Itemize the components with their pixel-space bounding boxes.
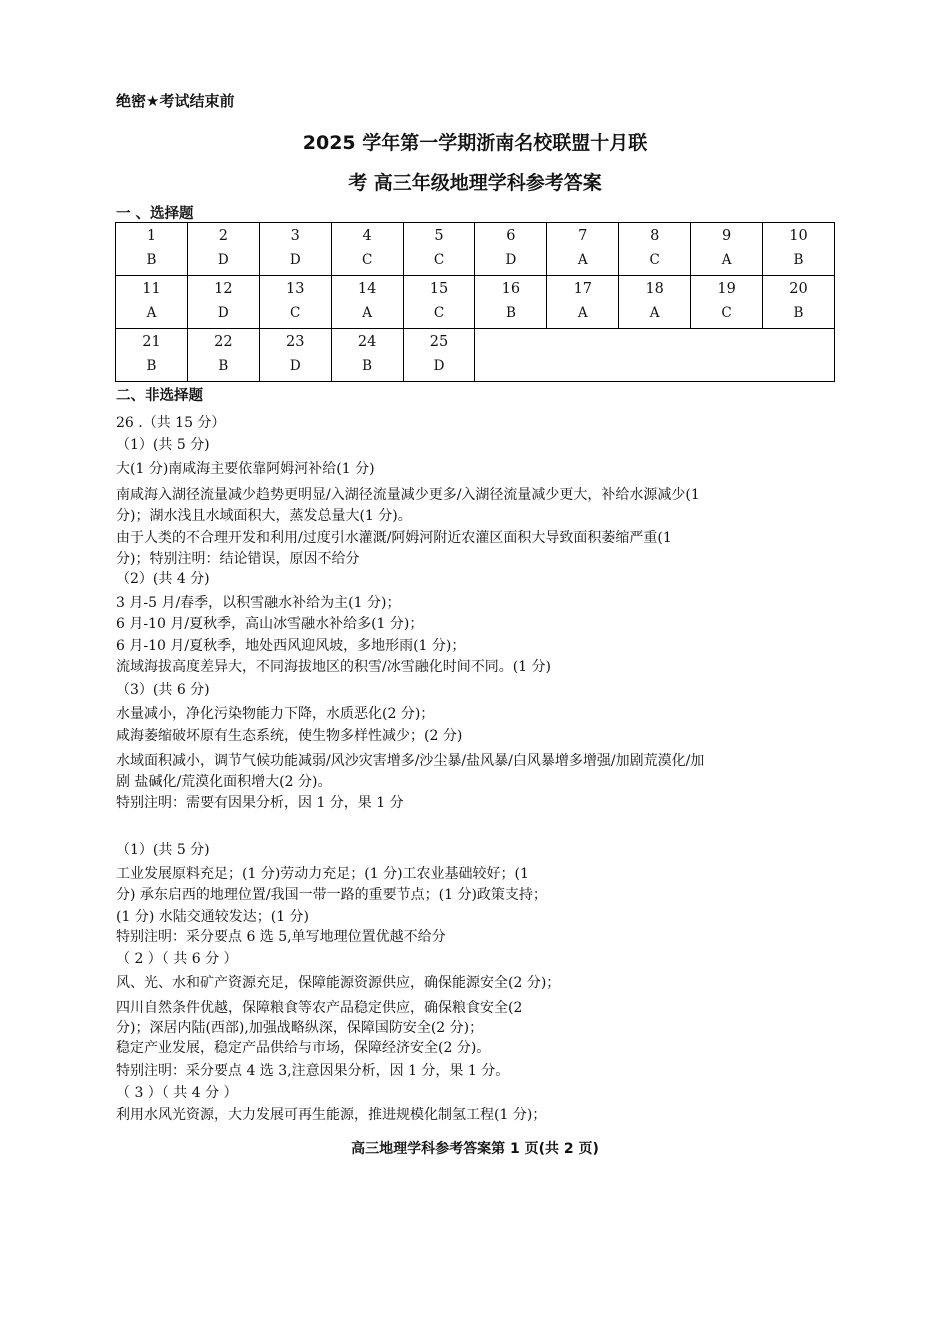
answer-line: 利用水风光资源，大力发展可再生能源，推进规模化制氢工程(1 分)；	[116, 1107, 547, 1123]
answer-cell: 21 B	[116, 329, 188, 382]
answer-cell: 3 D	[259, 223, 331, 276]
answer-line: 大(1 分)南咸海主要依靠阿姆河补给(1 分)	[116, 461, 375, 477]
page-footer: 高三地理学科参考答案第 1 页(共 2 页)	[351, 1141, 599, 1157]
answer-cell: 25 D	[403, 329, 475, 382]
section-choice-heading: 一 、选择题	[116, 206, 194, 222]
answer-cell: 2 D	[187, 223, 259, 276]
page-title-line1: 2025 学年第一学期浙南名校联盟十月联	[302, 132, 648, 154]
answer-cell: 1 B	[116, 223, 188, 276]
empty-cell	[475, 329, 835, 382]
answer-cell: 10 B	[763, 223, 835, 276]
answer-line: 6 月-10 月/夏秋季，高山冰雪融水补给多(1 分)；	[116, 616, 424, 632]
answer-line: 水域面积减小，调节气候功能减弱/风沙灾害增多/沙尘暴/盐风暴/白风暴增多增强/加剧荒漠化/加	[116, 753, 705, 769]
page-title-line2: 考 高三年级地理学科参考答案	[348, 172, 602, 194]
answer-line: 特别注明：采分要点 6 选 5,单写地理位置优越不给分	[116, 929, 446, 945]
answer-cell: 7 A	[547, 223, 619, 276]
answer-cell: 12 D	[187, 276, 259, 329]
q27-2-heading: （ 2 ）（ 共 6 分 ）	[116, 951, 238, 967]
answer-cell: 18 A	[619, 276, 691, 329]
answer-cell: 8 C	[619, 223, 691, 276]
answer-cell: 15 C	[403, 276, 475, 329]
answer-cell: 11 A	[116, 276, 188, 329]
answer-cell: 4 C	[331, 223, 403, 276]
answer-cell: 17 A	[547, 276, 619, 329]
answer-cell: 6 D	[475, 223, 547, 276]
answer-line: 分)；湖水浅且水域面积大，蒸发总量大(1 分)。	[116, 508, 412, 524]
section-nonchoice-heading: 二、非选择题	[116, 388, 203, 404]
answer-line: 分)；深居内陆(西部),加强战略纵深，保障国防安全(2 分)；	[116, 1020, 484, 1036]
answer-line: (1 分) 水陆交通较发达；(1 分)	[116, 909, 310, 925]
q26-2-heading: （2）(共 4 分)	[116, 571, 210, 587]
answer-cell: 9 A	[691, 223, 763, 276]
q26-3-heading: （3）(共 6 分)	[116, 682, 210, 698]
answer-line: 南咸海入湖径流量减少趋势更明显/入湖径流量减少更多/入湖径流量减少更大，补给水源减少(1	[116, 487, 700, 503]
answer-cell: 14 A	[331, 276, 403, 329]
table-row	[116, 276, 835, 329]
answer-cell: 13 C	[259, 276, 331, 329]
answer-line: 稳定产业发展，稳定产品供给与市场，保障经济安全(2 分)。	[116, 1040, 491, 1056]
answer-cell: 24 B	[331, 329, 403, 382]
answer-cell: 5 C	[403, 223, 475, 276]
confidential-mark: 绝密★考试结束前	[116, 92, 235, 110]
answer-line: 3 月-5 月/春季，以积雪融水补给为主(1 分)；	[116, 595, 401, 611]
answer-line: 分) 承东启西的地理位置/我国一带一路的重要节点；(1 分)政策支持；	[116, 887, 547, 903]
answer-line: 6 月-10 月/夏秋季，地处西风迎风坡，多地形雨(1 分)；	[116, 638, 466, 654]
answer-line: 由于人类的不合理开发和利用/过度引水灌溉/阿姆河附近农灌区面积大导致面积萎缩严重(1	[116, 530, 672, 546]
q26-heading: 26 .（共 15 分）	[116, 415, 226, 431]
answer-line: 水量减小，净化污染物能力下降，水质恶化(2 分)；	[116, 706, 435, 722]
answer-line: 分)；特别注明：结论错误，原因不给分	[116, 551, 360, 567]
answer-cell: 22 B	[187, 329, 259, 382]
answer-line: 流域海拔高度差异大，不同海拔地区的积雪/冰雪融化时间不同。(1 分)	[116, 659, 551, 675]
answer-line: 特别注明：采分要点 4 选 3,注意因果分析，因 1 分，果 1 分。	[116, 1063, 510, 1079]
answer-cell: 19 C	[691, 276, 763, 329]
answer-cell: 23 D	[259, 329, 331, 382]
answer-line: 咸海萎缩破坏原有生态系统，使生物多样性减少；(2 分)	[116, 728, 463, 744]
answer-cell: 16 B	[475, 276, 547, 329]
answer-line: 风、光、水和矿产资源充足，保障能源资源供应，确保能源安全(2 分)；	[116, 975, 561, 991]
table-row	[116, 329, 835, 382]
choice-answer-table	[115, 222, 835, 382]
answer-cell: 20 B	[763, 276, 835, 329]
answer-line: 四川自然条件优越，保障粮食等农产品稳定供应，确保粮食安全(2	[116, 1000, 523, 1016]
q27-1-heading: （1）(共 5 分)	[116, 842, 210, 858]
answer-line: 剧 盐碱化/荒漠化面积增大(2 分)。	[116, 774, 332, 790]
answer-line: 工业发展原料充足；(1 分)劳动力充足；(1 分)工农业基础较好；(1	[116, 866, 529, 882]
answer-line: 特别注明：需要有因果分析，因 1 分，果 1 分	[116, 795, 404, 811]
q26-1-heading: （1）(共 5 分)	[116, 437, 210, 453]
table-row	[116, 223, 835, 276]
q27-3-heading: （ 3 ）（ 共 4 分 ）	[116, 1085, 238, 1101]
